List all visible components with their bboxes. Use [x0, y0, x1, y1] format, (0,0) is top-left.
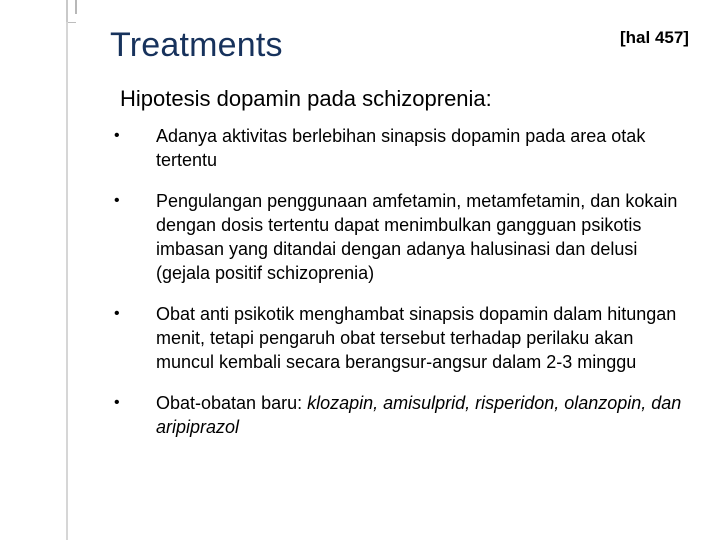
slide-subtitle: Hipotesis dopamin pada schizoprenia:: [120, 86, 492, 111]
bullet-icon: •: [114, 127, 120, 144]
bullet-text: Adanya aktivitas berlebihan sinapsis dopamin pada area otak tertentu: [156, 126, 646, 170]
bullet-icon: •: [114, 394, 120, 411]
bullet-text: Obat anti psikotik menghambat sinapsis dopamin dalam hitungan menit, tetapi pengaruh obat tersebut terhadap perilaku akan muncul kembali secara berangsur-angsur dalam 2-3 minggu: [156, 304, 677, 372]
page-reference: [hal 457]: [620, 28, 689, 47]
frame-line-top-inner: [75, 0, 77, 14]
bullet-icon: •: [114, 305, 120, 322]
bullet-icon: •: [114, 192, 120, 209]
frame-line-top: [66, 0, 68, 22]
list-item: [114, 124, 694, 172]
list-item: [114, 302, 694, 374]
bullet-text: Pengulangan penggunaan amfetamin, metamfetamin, dan kokain dengan dosis tertentu dapat menimbulkan gangguan psikotis imbasan yang ditandai dengan adanya halusinasi dan delusi (gejala positif schizoprenia): [156, 191, 678, 283]
bullet-text-prefix: Obat-obatan baru:: [156, 393, 308, 413]
list-item: [114, 391, 694, 439]
list-item: [114, 189, 694, 285]
slide-title: Treatments: [110, 26, 283, 64]
bullet-text-drug-names: klozapin, amisulprid, risperidon, olanzopin, dan aripiprazol: [156, 393, 682, 437]
frame-line-left: [66, 22, 68, 540]
bullet-list: [114, 124, 694, 456]
